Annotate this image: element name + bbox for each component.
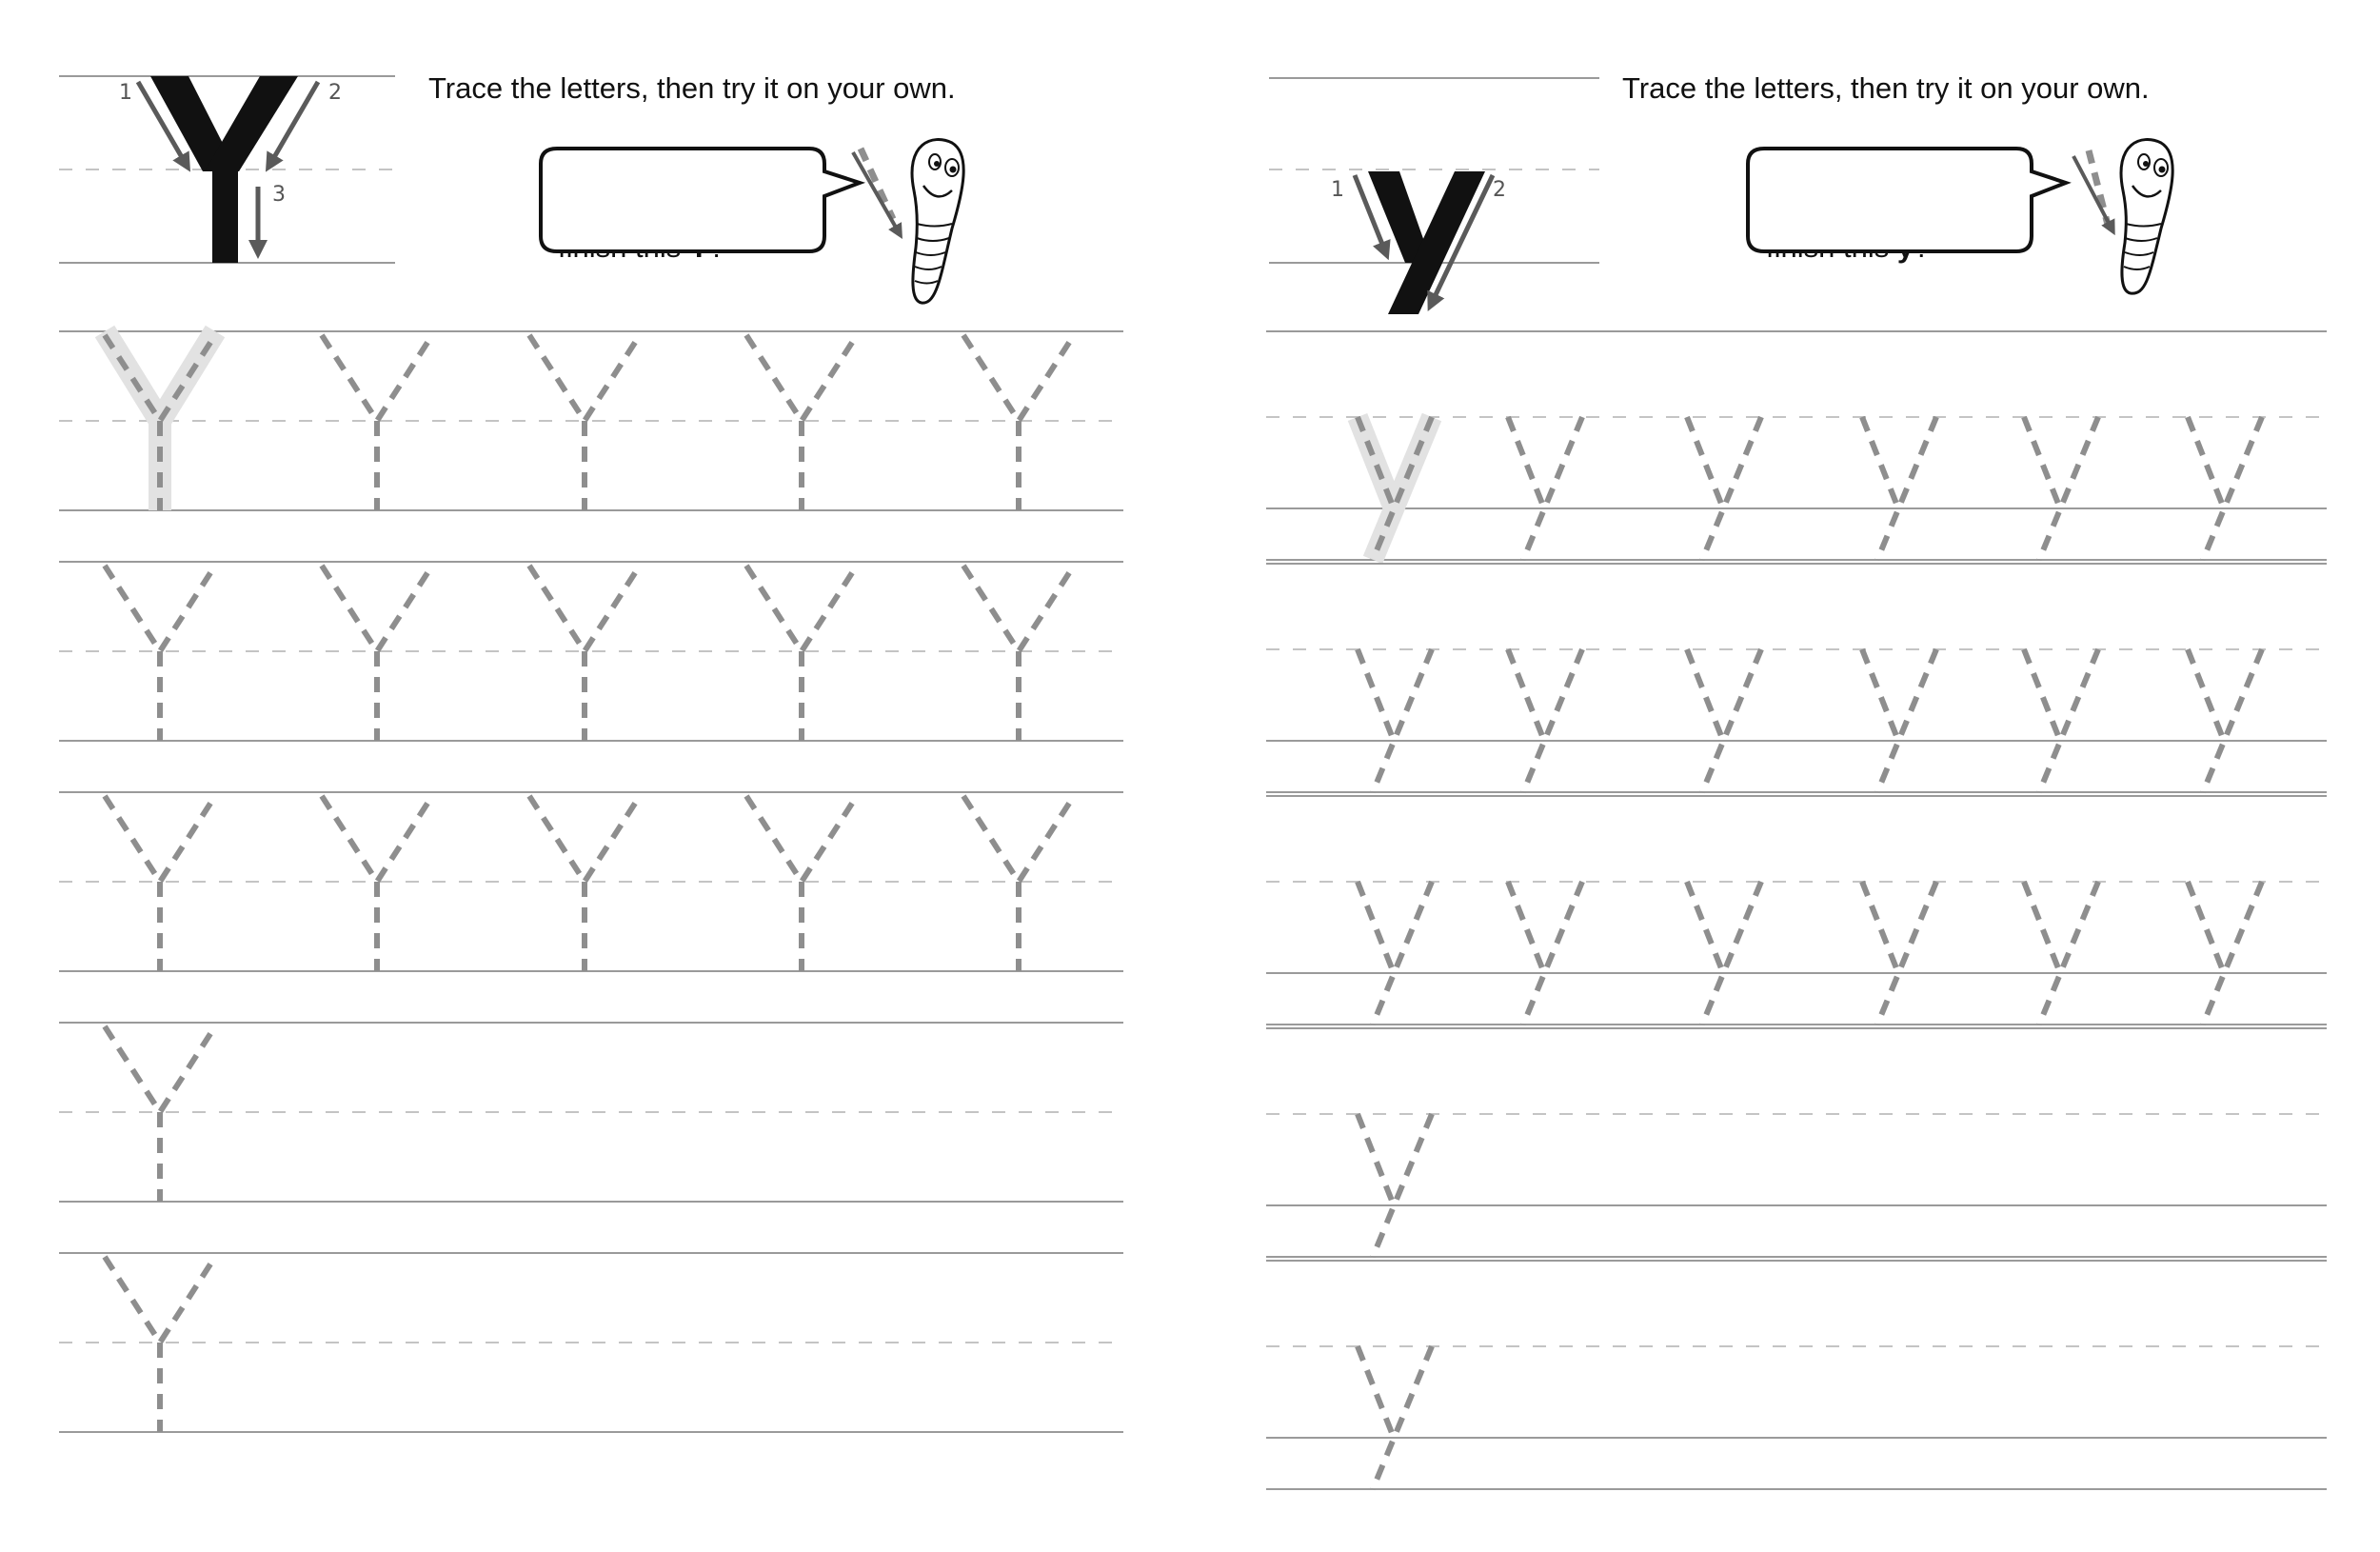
dashed-letter xyxy=(105,796,215,971)
trace-letter-uppercase-y[interactable] xyxy=(322,566,432,741)
dashed-letter xyxy=(2188,882,2262,1025)
trace-letter-uppercase-y[interactable] xyxy=(105,796,215,971)
stroke-number-2: 2 xyxy=(328,81,342,105)
trace-letter-lowercase-y[interactable] xyxy=(2024,649,2098,792)
demo-y-stem xyxy=(212,168,238,263)
instruction-lowercase: Trace the letters, then try it on your own. xyxy=(1622,71,2150,105)
practice-rows-lowercase xyxy=(1266,331,2327,1489)
dashed-letter xyxy=(1358,1114,1432,1257)
dashed-letter xyxy=(1862,649,1936,792)
dashed-letter xyxy=(2188,649,2262,792)
trace-letter-lowercase-y[interactable] xyxy=(2188,417,2262,560)
dashed-letter xyxy=(322,566,432,741)
speech-bubble-icon xyxy=(541,149,860,251)
dashed-letter xyxy=(963,335,1074,510)
worm-mascot-icon xyxy=(853,140,963,304)
trace-letter-lowercase-y[interactable] xyxy=(1358,649,1432,792)
dashed-letter xyxy=(322,796,432,971)
dashed-letter xyxy=(1862,417,1936,560)
trace-letter-lowercase-y[interactable] xyxy=(1508,649,1582,792)
trace-letter-uppercase-y[interactable] xyxy=(322,796,432,971)
speech-bubble-icon xyxy=(1748,149,2066,251)
dashed-letter xyxy=(1687,649,1761,792)
dashed-letter xyxy=(746,566,857,741)
practice-row xyxy=(1266,796,2327,1025)
trace-letter-lowercase-y[interactable] xyxy=(1358,1114,1432,1257)
dashed-letter xyxy=(105,1257,215,1432)
trace-letter-uppercase-y[interactable] xyxy=(529,796,640,971)
dashed-letter xyxy=(529,335,640,510)
trace-letter-lowercase-y[interactable] xyxy=(1862,417,1936,560)
trace-letter-lowercase-y[interactable] xyxy=(1687,649,1761,792)
dashed-letter xyxy=(529,796,640,971)
dashed-letter xyxy=(105,1026,215,1202)
trace-letter-uppercase-y[interactable] xyxy=(529,335,640,510)
trace-letter-uppercase-y[interactable] xyxy=(963,566,1074,741)
highlight-guide xyxy=(1358,417,1432,560)
trace-letter-lowercase-y[interactable] xyxy=(1358,417,1432,560)
trace-letter-lowercase-y[interactable] xyxy=(1687,417,1761,560)
trace-letter-uppercase-y[interactable] xyxy=(746,796,857,971)
dashed-letter xyxy=(1687,417,1761,560)
dashed-letter xyxy=(1862,882,1936,1025)
dashed-letter xyxy=(1358,1346,1432,1489)
trace-letter-uppercase-y[interactable] xyxy=(529,566,640,741)
trace-letter-lowercase-y[interactable] xyxy=(1508,417,1582,560)
trace-letter-lowercase-y[interactable] xyxy=(2188,882,2262,1025)
practice-row xyxy=(1266,1261,2327,1489)
dashed-letter xyxy=(322,335,432,510)
trace-letter-lowercase-y[interactable] xyxy=(1358,1346,1432,1489)
dashed-letter xyxy=(2024,417,2098,560)
trace-letter-uppercase-y[interactable] xyxy=(105,566,215,741)
dashed-letter xyxy=(105,566,215,741)
dashed-letter xyxy=(2024,882,2098,1025)
trace-letter-lowercase-y[interactable] xyxy=(1508,882,1582,1025)
dashed-letter xyxy=(1358,882,1432,1025)
demo-letter-lowercase xyxy=(1331,171,1506,314)
dashed-letter xyxy=(2024,649,2098,792)
practice-rows-uppercase xyxy=(59,331,1123,1432)
instruction-uppercase: Trace the letters, then try it on your own. xyxy=(428,71,956,105)
trace-letter-uppercase-y[interactable] xyxy=(322,335,432,510)
dashed-letter xyxy=(1358,649,1432,792)
dashed-letter xyxy=(963,566,1074,741)
practice-row xyxy=(59,1023,1123,1202)
dashed-letter xyxy=(529,566,640,741)
trace-letter-lowercase-y[interactable] xyxy=(1862,882,1936,1025)
trace-letter-uppercase-y[interactable] xyxy=(105,1026,215,1202)
worm-mascot-icon xyxy=(2073,140,2172,294)
dashed-letter xyxy=(963,796,1074,971)
dashed-letter xyxy=(1508,649,1582,792)
trace-letter-lowercase-y[interactable] xyxy=(2024,417,2098,560)
stroke-number-1: 1 xyxy=(1331,178,1344,202)
demo-y-right-arm xyxy=(205,76,298,171)
trace-letter-lowercase-y[interactable] xyxy=(2188,649,2262,792)
dashed-letter xyxy=(1687,882,1761,1025)
stroke-number-1: 1 xyxy=(119,81,132,105)
trace-letter-uppercase-y[interactable] xyxy=(963,796,1074,971)
dashed-letter xyxy=(1508,417,1582,560)
trace-letter-lowercase-y[interactable] xyxy=(2024,882,2098,1025)
dashed-letter xyxy=(1508,882,1582,1025)
practice-row xyxy=(59,792,1123,971)
stroke-number-3: 3 xyxy=(272,183,286,207)
trace-letter-lowercase-y[interactable] xyxy=(1862,649,1936,792)
trace-letter-uppercase-y[interactable] xyxy=(746,566,857,741)
trace-letter-lowercase-y[interactable] xyxy=(1687,882,1761,1025)
dashed-letter xyxy=(2188,417,2262,560)
stroke-number-2: 2 xyxy=(1493,178,1506,202)
practice-row xyxy=(59,331,1123,510)
trace-letter-uppercase-y[interactable] xyxy=(746,335,857,510)
trace-letter-uppercase-y[interactable] xyxy=(105,1257,215,1432)
practice-row xyxy=(59,1253,1123,1432)
practice-row xyxy=(59,562,1123,741)
trace-letter-lowercase-y[interactable] xyxy=(1358,882,1432,1025)
practice-row xyxy=(1266,564,2327,792)
practice-row xyxy=(1266,331,2327,560)
trace-letter-uppercase-y[interactable] xyxy=(963,335,1074,510)
practice-row xyxy=(1266,1028,2327,1257)
dashed-letter xyxy=(746,796,857,971)
dashed-letter xyxy=(746,335,857,510)
